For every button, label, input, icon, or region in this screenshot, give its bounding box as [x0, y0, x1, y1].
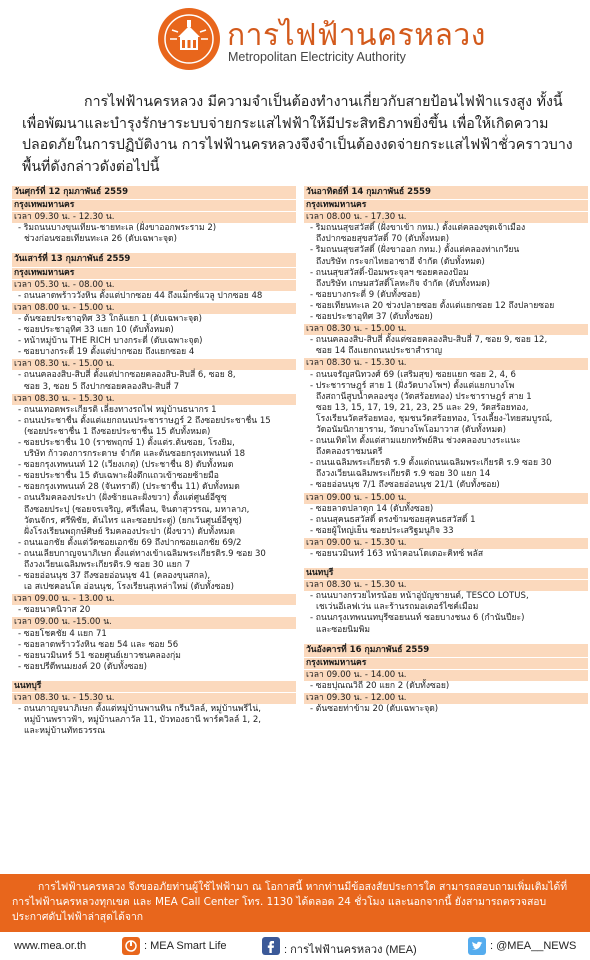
date-heading: วันอังคารที่ 16 กุมภาพันธ์ 2559	[304, 644, 588, 657]
outage-item: - ริมถนนสุขสวัสดิ์ (ฝั่งขาออก กทม.) ตั้งแต่คลองท่าเกวียน	[310, 245, 520, 256]
intro-paragraph: การไฟฟ้านครหลวง มีความจำเป็นต้องทำงานเกี่ยวกับสายป้อนไฟฟ้าแรงสูง ทั้งนี้เพื่อพัฒนาและบำรุงรักษาระบบจ่ายกระแสไฟฟ้าให้มีประสิทธิภาพยิ่งขึ้น เพื่อให้เกิดความปลอดภัยในการปฏิบัติงาน การไฟฟ้านครหลวงจึงจำเป็นต้องงดจ่ายกระแสไฟฟ้าชั่วคราวบางพื้นที่ดังกล่าวดังต่อไปนี้	[22, 94, 573, 175]
contact-links	[0, 932, 590, 960]
outage-item: - ซอยประชาชื่น 15 ดับเฉพาะฝั่งตึกแถวเข้าซอยซ้ายมือ	[18, 471, 219, 482]
time-range: เวลา 09.00 น. - 15.00 น.	[304, 493, 588, 504]
area-heading: นนทบุรี	[304, 568, 588, 579]
outage-item: - ถนนจรัญสนิทวงศ์ 69 (เสริมสุข) ซอยแยก ซอย 2, 4, 6	[310, 369, 516, 380]
outage-item: - ซอยประชาอุทิศ 33 แยก 10 (ดับทั้งหมด)	[18, 325, 174, 336]
time-range: เวลา 09.00 น. - 15.30 น.	[304, 538, 588, 549]
area-heading: กรุงเทพมหานคร	[12, 200, 296, 211]
outage-item: - ถนนคลองสิบ-สิบสี่ ตั้งแต่ปากซอยคลองสิบ-สิบสี่ 6, ซอย 8,	[18, 370, 236, 381]
schedule-column-right	[304, 186, 588, 715]
outage-item-continued: ซอย 3, ซอย 5 ถึงปากซอยคลองสิบ-สิบสี่ 7	[24, 381, 180, 392]
outage-item-continued: ถึงซอยประปุ (ซอยจรเจริญ, ศรีเพื่อน, จินดาสุวรรณ, มหาลาภ,	[24, 504, 250, 515]
outage-item: - ซอยปรีดีพนมยงค์ 20 (ดับทั้งซอย)	[18, 661, 148, 672]
outage-item-continued: หมู่บ้านพราวฟ้า, หมู่บ้านลภาวัล 11, บัวทองธานี พาร์ควิลล์ 1, 2,	[24, 715, 262, 726]
outage-item-continued: ถึงคลองราชมนตรี	[316, 447, 383, 458]
outage-item: - ซอยประชาอุทิศ 37 (ดับทั้งซอย)	[310, 312, 433, 323]
outage-item-continued: (ซอยประชาชื่น 1 ถึงซอยประชาชื่น 15 ดับทั้งหมด)	[24, 426, 211, 437]
time-range: เวลา 08.30 น. - 15.30 น.	[304, 580, 588, 591]
outage-item: - ถนนสุคนธสวัสดิ์ ตรงข้ามซอยสุคนธสวัสดิ์ 1	[310, 514, 476, 525]
footer-text: การไฟฟ้านครหลวง จึงขออภัยท่านผู้ใช้ไฟฟ้ามา ณ โอกาสนี้ หากท่านมีข้อสงสัยประการใด สามารถสอบถามเพิ่มเติมได้ที่การไฟฟ้านครหลวงทุกเขต และ MEA Call Center โทร. 1130 ได้ตลอด 24 ชั่วโมง และนอกจากนี้ ยังสามารถตรวจสอบประกาศดับไฟฟ้าล่าสุดได้จาก	[12, 881, 568, 923]
time-range: เวลา 09.00 น. - 14.00 น.	[304, 670, 588, 681]
schedule-column-left	[12, 186, 296, 737]
mea-logo-icon	[158, 8, 220, 70]
outage-item-continued: เชเว่นอีเลฟเว่น และร้านรถมอเตอร์ไซค์เมือม	[316, 602, 479, 613]
time-range: เวลา 05.30 น. - 08.00 น.	[12, 280, 296, 291]
outage-item: - ถนนเลียบกาญจนาภิเษก ตั้งแต่ทางเข้าเฉลิมพระเกียรติร.9 ซอย 30	[18, 548, 266, 559]
time-range: เวลา 09.30 น. - 12.00 น.	[304, 693, 588, 704]
website-link[interactable]: www.mea.or.th	[14, 940, 87, 952]
outage-item: - ซอยกรุงเทพนนท์ 28 (จันทราดี) (ประชาชื่น 11) ดับทั้งหมด	[18, 482, 240, 493]
outage-item-continued: ซอย 13, 15, 17, 19, 21, 23, 25 และ 29, วัดสร้อยทอง,	[316, 402, 529, 413]
date-heading: วันอาทิตย์ที่ 14 กุมภาพันธ์ 2559	[304, 186, 588, 199]
outage-item: - ถนนประชาชื่น ตั้งแต่แยกถนนประชาราษฎร์ 2 ถึงซอยประชาชื่น 15	[18, 415, 271, 426]
outage-item-continued: และหมู่บ้านทัทธวรรณ	[24, 726, 106, 737]
time-range: เวลา 08.00 น. - 15.00 น.	[12, 303, 296, 314]
outage-item: - ริมถนนสุขสวัสดิ์ (ฝั่งขาเข้า กทม.) ตั้งแต่คลองขุดเจ้าเมือง	[310, 223, 526, 234]
outage-item-continued: ถึงสถานีสูบน้ำคลองชุง (วัดสร้อยทอง) ประชาราษฎร์ สาย 1	[316, 391, 532, 402]
footer-notice	[0, 874, 590, 932]
outage-item: - หน้าหมู่บ้าน THE RICH บางกระดี่ (ดับเฉพาะจุด)	[18, 336, 203, 347]
outage-item: - ซอยผู้ใหญ่เย็น ซอยประเสริฐมนูกิจ 33	[310, 525, 454, 536]
outage-item-continued: ฝั่งโรงเรียนพฤกษ์ศิษย์ ริมคลองประปา (ฝั่งขวา) ดับทั้งหมด	[24, 526, 235, 537]
area-heading: นนทบุรี	[12, 681, 296, 692]
outage-item: - ซอยอ่อนนุช 37 ถึงซอยอ่อนนุช 41 (คลองขุนสกล),	[18, 571, 211, 582]
date-heading: วันเสาร์ที่ 13 กุมภาพันธ์ 2559	[12, 253, 296, 266]
outage-item: - ซอยลาดพร้าววังหิน ซอย 54 และ ซอย 56	[18, 639, 179, 650]
smart-life-app-icon	[122, 937, 140, 955]
outage-item: - ถนนลาดพร้าววังหิน ตั้งแต่ปากซอย 44 ถึงแม็กซ์แวลู ปากซอย 48	[18, 290, 263, 301]
outage-item: - ประชาราษฎร์ สาย 1 (ฝั่งวัดบางโพฯ) ตั้งแต่แยกบางโพ	[310, 380, 515, 391]
time-range: เวลา 08.00 น. - 17.30 น.	[304, 212, 588, 223]
outage-item: - ซอยลาดปลาดุก 14 (ดับทั้งซอย)	[310, 503, 434, 514]
outage-item: - ถนนสุขสวัสดิ์-ป้อมพระจุลฯ ซอยคลองป้อม	[310, 267, 469, 278]
outage-item: - ซอยนวมินทร์ 51 ซอยศูนย์เยาวชนคลองกุ่ม	[18, 650, 181, 661]
outage-item: - ซอยอ่อนนุช 7/1 ถึงซอยอ่อนนุช 21/1 (ดับทั้งซอย)	[310, 480, 500, 491]
outage-item: - ซอยประชาชื่น 10 (ราชพฤกษ์ 1) ตั้งแต่ร.ต้นซอย, โรงยิม,	[18, 437, 235, 448]
outage-item: - ซอยปุณณวิถี 20 แยก 2 (ดับทั้งซอย)	[310, 680, 450, 691]
outage-item-continued: ถึงบริษัท เกษมสวัสดิ์โลหะกิจ จำกัด (ดับทั้งหมด)	[316, 278, 490, 289]
time-range: เวลา 08.30 น. - 15.00 น.	[12, 359, 296, 370]
outage-item: - ถนนเฉลิมพระเกียรติ ร.9 ตั้งแต่ถนนเฉลิมพระเกียรติ ร.9 ซอย 30	[310, 458, 552, 469]
time-range: เวลา 08.30 น. - 15.30 น.	[12, 693, 296, 704]
twitter-link[interactable]: : @MEA__NEWS	[490, 940, 577, 952]
outage-item-continued: ซอย 14 ถึงแยกถนนประชาสำราญ	[316, 346, 443, 357]
outage-item-continued: วัดอนัมนิกายาราม, วัดบางโพโอมาวาส (ดับทั้งหมด)	[316, 424, 506, 435]
outage-item-continued: ถึงปากซอยสุขสวัสดิ์ 70 (ดับทั้งหมด)	[316, 234, 450, 245]
outage-item: - ซอยกรุงเทพนนท์ 12 (เวียงเกตุ) (ประชาชื่น 8) ดับทั้งหมด	[18, 460, 234, 471]
outage-item: - ซอยโชคชัย 4 แยก 71	[18, 628, 107, 639]
facebook-link[interactable]: : การไฟฟ้านครหลวง (MEA)	[284, 944, 417, 956]
area-heading: กรุงเทพมหานคร	[12, 268, 296, 279]
brand-name-english: Metropolitan Electricity Authority	[228, 50, 406, 64]
outage-item: - ถนนกรุงเทพนนทบุรีซอยนนท์ ซอยบางชนง 6 (กำนันปียะ)	[310, 613, 525, 624]
outage-item-continued: ถึงวงเวียนเฉลิมพระเกียรติ ร.9 ซอย 30 แยก 14	[316, 469, 491, 480]
outage-item: - ต้นซอยท่าข้าม 20 (ดับเฉพาะจุด)	[310, 704, 439, 715]
outage-item: - ถนนบางกรวยไทรน้อย หน้าอู่บัญชายนต์, TESCO LOTUS,	[310, 591, 529, 602]
outage-item-continued: โรงเรียนวัดสร้อยทอง, ชุมชนวัดสร้อยทอง, โรงเลี้ยง-ไทยสมบูรณ์,	[316, 413, 553, 424]
outage-item-continued: และซอยนิมพิม	[316, 624, 371, 635]
time-range: เวลา 08.30 น. - 15.00 น.	[304, 324, 588, 335]
outage-item: - ถนนเทิดไท ตั้งแต่สามแยกทรัพย์สิน ช่วงคลองบางระแนะ	[310, 436, 521, 447]
outage-item: - ซอยบางกระดี่ 9 (ดับทั้งซอย)	[310, 289, 421, 300]
outage-item: - ซอยบางกระดี่ 19 ตั้งแต่ปากซอย ถึงแยกซอย 4	[18, 347, 195, 358]
outage-item: - ถนนคลองสิบ-สิบสี่ ตั้งแต่ซอยคลองสิบ-สิบสี่ 7, ซอย 9, ซอย 12,	[310, 335, 548, 346]
outage-item-continued: วัดนจักร, ศรีพิชัย, ต้นไทร และซอยประดู่) (ยกเว้นศูนย์อีซูซุ)	[24, 515, 242, 526]
date-heading: วันศุกร์ที่ 12 กุมภาพันธ์ 2559	[12, 186, 296, 199]
outage-item: - ซอยนวมินทร์ 163 หน้าคอนโดเดอะคิทซ์ พลัส	[310, 549, 484, 559]
time-range: เวลา 09.00 น. -15.00 น.	[12, 617, 296, 628]
outage-item: - ริมถนนบางขุนเทียน-ชายทะเล (ฝั่งขาออกพระราม 2)	[18, 223, 217, 234]
outage-item-continued: เอ สเปซคอนโด อ่อนนุช, โรงเรียนสุเหล่าใหม่ (ดับทั้งซอย)	[24, 582, 234, 593]
time-range: เวลา 09.30 น. - 12.30 น.	[12, 212, 296, 223]
outage-item: - ถนนเทอดพระเกียรติ เลี่ยงทางรถไฟ หมู่บ้านธนากร 1	[18, 404, 217, 415]
outage-item: - ถนนริมคลองประปา (ฝั่งซ้ายและฝั่งขวา) ตั้งแต่ศูนย์อีซูซุ	[18, 493, 227, 504]
outage-item-continued: ถึงวงเวียนเฉลิมพระเกียรติร.9 ซอย 30 แยก 7	[24, 560, 191, 570]
outage-item: - ถนนกาญจนาภิเษก ตั้งแต่หมู่บ้านพานทิน กรีนวิลล์, หมู่บ้านพรีไน่,	[18, 704, 261, 715]
outage-item: - ซอยนาคนิวาส 20	[18, 605, 91, 616]
time-range: เวลา 08.30 น. - 15.30 น.	[12, 394, 296, 405]
time-range: เวลา 09.00 น. - 13.00 น.	[12, 594, 296, 605]
header	[0, 0, 590, 74]
outage-item: - ถนนเอกชัย ตั้งแต่วัดซอยเอกชัย 69 ถึงปากซอยเอกชัย 69/2	[18, 537, 242, 548]
outage-item-continued: ช่วงก่อนซอยเทียนทะเล 26 (ดับเฉพาะจุด)	[24, 234, 177, 245]
area-heading: กรุงเทพมหานคร	[304, 200, 588, 211]
facebook-icon	[262, 937, 280, 955]
outage-item: - ซอยเทียนทะเล 20 ช่วงปลายซอย ตั้งแต่แยกซอย 12 ถึงปลายซอย	[310, 300, 555, 311]
outage-item: - ต้นซอยประชาอุทิศ 33 ใกล้แยก 1 (ดับเฉพาะจุด)	[18, 313, 202, 324]
time-range: เวลา 08.30 น. - 15.30 น.	[304, 358, 588, 369]
outage-item-continued: บริษัท ก้าวตงการกระดาษ จำกัด และต้นซอยกรุงเทพนนท์ 18	[24, 449, 246, 460]
smart-life-app-link[interactable]: : MEA Smart Life	[144, 940, 227, 952]
brand-name-thai: การไฟฟ้านครหลวง	[227, 18, 486, 53]
outage-item-continued: ถึงบริษัท กระจกไทยอาซาฮี จำกัด (ดับทั้งหมด)	[316, 256, 485, 267]
area-heading: กรุงเทพมหานคร	[304, 658, 588, 669]
twitter-icon	[468, 937, 486, 955]
